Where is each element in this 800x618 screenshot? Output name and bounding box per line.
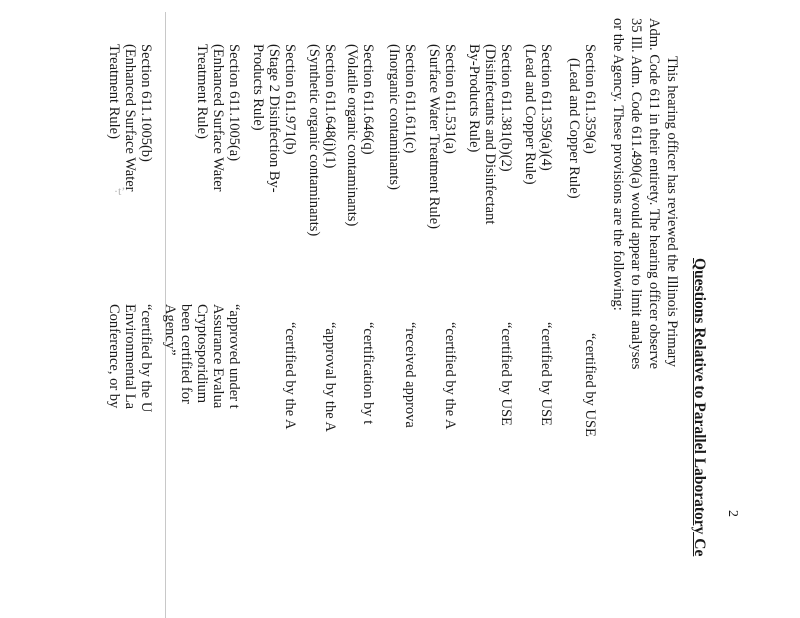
provision-rule: (Surface Water Treatment Rule) xyxy=(426,44,442,229)
provision-section: Section 611.648(j)(1) xyxy=(322,44,338,169)
provision-rule: By-Products Rule) xyxy=(466,44,482,153)
provision-requirement: Assurance Evalua xyxy=(210,304,226,409)
provision-rule: (Synthetic organic contaminants) xyxy=(306,44,322,237)
intro-line: 35 Ill. Adm. Code 611.490(a) would appear to limit analyses xyxy=(628,18,644,370)
provision-section: Section 611.1005(b) xyxy=(138,44,154,162)
provision-requirement: “certified by the A xyxy=(282,322,298,430)
provision-requirement: “certified by USE xyxy=(498,322,514,426)
provision-section: Section 611.1005(a) xyxy=(226,44,242,162)
provision-requirement: “received approva xyxy=(402,322,418,428)
provision-requirement: “certification by t xyxy=(360,322,376,425)
provision-rule: (Disinfectants and Disinfectant xyxy=(482,44,498,225)
section-title: Questions Relative to Parallel Laboratory Ce xyxy=(691,258,708,557)
provision-requirement: “certified by the U xyxy=(138,304,154,413)
provision-rule: (Lead and Copper Rule) xyxy=(522,44,538,185)
provision-rule: (Inorganic contaminants) xyxy=(386,44,402,190)
intro-line: This hearing officer has reviewed the Illinois Primary xyxy=(664,56,680,367)
provision-rule: Products Rule) xyxy=(250,44,266,131)
provision-section: Section 611.646(q) xyxy=(360,44,376,155)
provision-requirement: Conference, or by xyxy=(106,304,122,409)
rotated-page xyxy=(106,0,740,618)
provision-rule: (Volatile organic contaminants) xyxy=(344,44,360,227)
provision-requirement: “certified by the A xyxy=(442,322,458,430)
provision-rule: Treatment Rule) xyxy=(194,44,210,139)
provision-section: Section 611.971(b) xyxy=(282,44,298,155)
provision-requirement: “approval by the A xyxy=(322,322,338,432)
provision-section: Section 611.359(a) xyxy=(582,44,598,154)
provision-requirement: Cryptosporidium xyxy=(194,304,210,404)
provision-requirement: “certified by USE xyxy=(538,322,554,426)
intro-line: or the Agency. These provisions are the following: xyxy=(610,18,626,311)
provision-requirement: been certified for xyxy=(178,304,194,404)
provision-rule: (Enhanced Surface Water xyxy=(122,44,138,192)
provision-section: Section 611.381(b)(2) xyxy=(498,44,514,172)
provision-section: Section 611.359(a)(4) xyxy=(538,44,554,171)
provision-rule: (Enhanced Surface Water xyxy=(210,44,226,192)
provision-rule: (Lead and Copper Rule) xyxy=(566,58,582,199)
provision-rule: (Stage 2 Disinfection By- xyxy=(266,44,282,193)
page-number: 2 xyxy=(725,510,740,517)
provision-rule: Treatment Rule) xyxy=(106,44,122,139)
provision-requirement: Environmental La xyxy=(122,304,138,410)
provision-section: Section 611.531(a) xyxy=(442,44,458,154)
provision-section: Section 611.611(c) xyxy=(402,44,418,154)
provision-requirement: Agency” xyxy=(162,304,178,356)
provision-requirement: “certified by USE xyxy=(582,333,598,437)
intro-line: Adm. Code 611 in their entirety. The hearing officer observe xyxy=(646,18,662,370)
provision-requirement: “approved under t xyxy=(226,304,242,409)
scan-speck: ·t’ xyxy=(114,184,126,198)
